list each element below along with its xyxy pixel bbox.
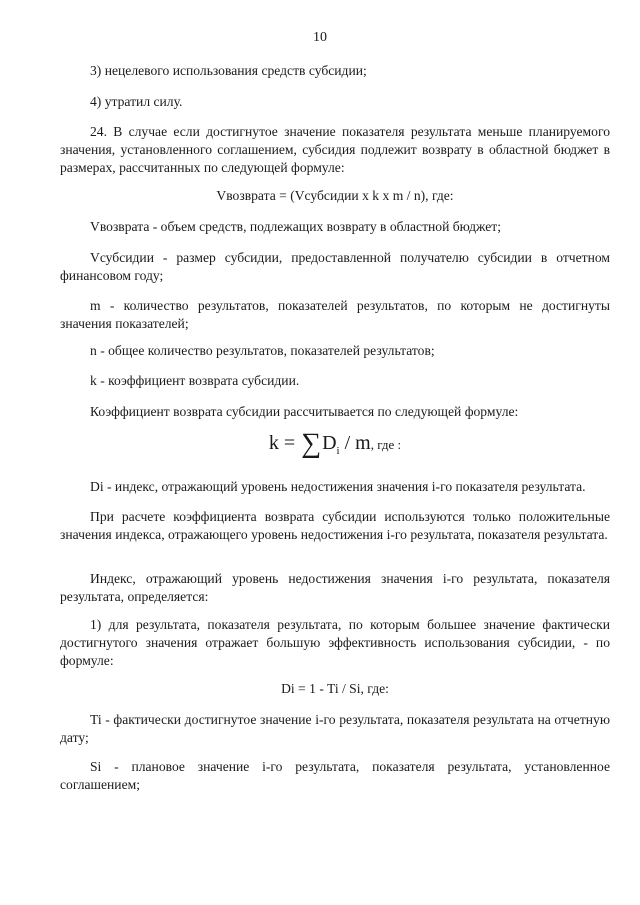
formula-refund-volume: Vвозврата = (Vсубсидии x k x m / n), где: — [216, 188, 454, 203]
formula-k-subscript: i — [336, 445, 340, 457]
definition-v-subsidy: Vсубсидии - размер субсидии, предоставленной получателю субсидии в отчетном финансовом году; — [60, 250, 610, 283]
definition-ti: Ti - фактически достигнутое значение i-го результата, показателя результата на отчетную дату; — [60, 712, 610, 745]
formula-k-eq: = — [283, 432, 296, 454]
sum-symbol: ∑ — [301, 428, 322, 459]
formula-k-d: D — [322, 432, 337, 454]
formula-k-lhs: k — [268, 432, 279, 454]
formula-k-suffix: , где : — [370, 437, 402, 452]
index-intro: Индекс, отражающий уровень недостижения значения i-го результата, показателя результата, определяется: — [60, 571, 610, 604]
definition-k: k - коэффициент возврата субсидии. — [90, 373, 300, 388]
paragraph-item-3: 3) нецелевого использования средств субсидии; — [90, 63, 367, 78]
definition-v-refund: Vвозврата - объем средств, подлежащих возврату в областной бюджет; — [90, 219, 502, 234]
formula-coefficient-k — [60, 428, 610, 464]
page-number: 10 — [313, 30, 327, 45]
formula-di: Di = 1 - Ti / Si, где: — [281, 681, 389, 696]
definition-si: Si - плановое значение i-го результата, показателя результата, установленное соглашением; — [60, 759, 610, 792]
positive-index-note: При расчете коэффициента возврата субсидии используются только положительные значения индекса, отражающего уровень недостижения i-го результата, показателя результата. — [60, 509, 610, 542]
paragraph-item-4: 4) утратил силу. — [90, 94, 183, 109]
definition-n: n - общее количество результатов, показателей результатов; — [90, 343, 435, 358]
index-case-1: 1) для результата, показателя результата, по которым большее значение фактически достигнутого значения отражает большую эффективность использования субсидии, - по формуле: — [60, 617, 610, 668]
coefficient-intro: Коэффициент возврата субсидии рассчитывается по следующей формуле: — [90, 404, 519, 419]
definition-m: m - количество результатов, показателей результатов, по которым не достигнуты значения показателей; — [60, 298, 610, 331]
definition-di: Di - индекс, отражающий уровень недостижения значения i-го показателя результата. — [90, 479, 586, 494]
formula-k-rest: / m — [344, 432, 371, 454]
paragraph-24: 24. В случае если достигнутое значение показателя результата меньше планируемого значения, установленного соглашением, субсидия подлежит возврату в областной бюджет в размерах, рассчитанных по следующей формуле: — [60, 124, 610, 175]
